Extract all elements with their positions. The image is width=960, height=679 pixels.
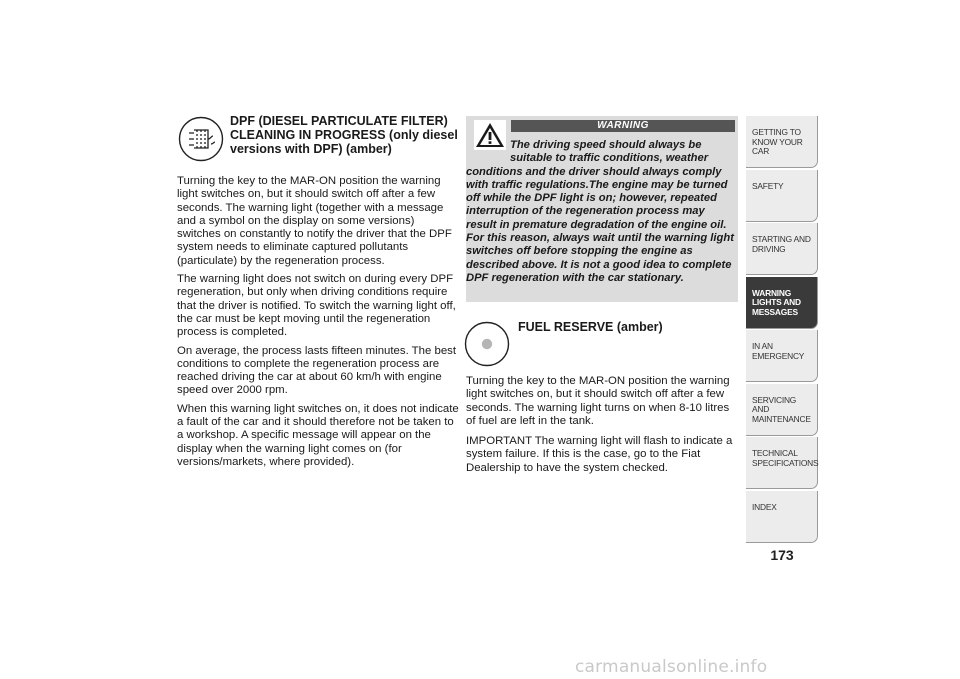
warning-text-rest: conditions and the driver should always comply with traffic regulations.The engine may be turned off while the DPF light is on; however, repeated interruption of the regeneration process may result in premature degradation of the engine oil. For this reason, always wait until the warning light switches off before stopping the engine as described above. It is not a good idea to complete DPF regeneration with the car stationary. (466, 165, 734, 284)
dpf-heading: DPF (DIESEL PARTICULATE FILTER) CLEANING IN PROGRESS (only diesel versions with DPF) (amber) (230, 114, 458, 156)
tab-warning-lights-and-messages[interactable]: WARNING LIGHTS AND MESSAGES (746, 277, 818, 329)
dpf-paragraph: The warning light does not switch on during every DPF regeneration, but only when driving conditions require that the driver is notified. To switch the warning light off, the car must be kept moving until the regeneration process is completed. (177, 273, 456, 339)
dpf-filter-icon (178, 116, 224, 162)
fuel-reserve-icon (464, 321, 510, 367)
watermark: carmanualsonline.info (575, 657, 768, 677)
warning-label: WARNING (511, 120, 735, 132)
tab-in-an-emergency[interactable]: IN AN EMERGENCY (746, 330, 818, 382)
tab-safety[interactable]: SAFETY (746, 170, 818, 222)
dpf-paragraph: On average, the process lasts fifteen minutes. The best conditions to complete the regeneration process are reached driving the car at about 60 km/h with engine speed over 2000 rpm. (177, 344, 457, 397)
warning-text (466, 139, 736, 285)
warning-text-first-line: The driving speed should always be suitable to traffic conditions, weather (510, 139, 709, 165)
dpf-paragraph: Turning the key to the MAR-ON position the warning light switches on, but it should switch off after a few seconds. The warning light (together with a message and a symbol on the display on some versions) switches on constantly to notify the driver that the DPF system needs to eliminate captured pollutants (particulate) by the regeneration process. (177, 175, 452, 267)
tab-technical-specifications[interactable]: TECHNICAL SPECIFICATIONS (746, 437, 818, 489)
tab-getting-to-know-your-car[interactable]: GETTING TO KNOW YOUR CAR (746, 116, 818, 168)
dpf-body (177, 175, 459, 474)
tab-servicing-and-maintenance[interactable]: SERVICING AND MAINTENANCE (746, 384, 818, 436)
fuel-paragraph: Turning the key to the MAR-ON position the warning light switches on, but it should switch off after a few seconds. The warning light turns on when 8-10 litres of fuel are left in the tank. (466, 375, 730, 427)
fuel-heading: FUEL RESERVE (amber) (518, 320, 663, 334)
fuel-body (466, 375, 740, 482)
page-number: 173 (770, 547, 794, 563)
tab-index[interactable]: INDEX (746, 491, 818, 543)
tab-starting-and-driving[interactable]: STARTING AND DRIVING (746, 223, 818, 275)
dpf-paragraph: When this warning light switches on, it does not indicate a fault of the car and it should therefore not be taken to a workshop. A specific message will appear on the display when the warning light comes on (for versions/markets, where provided). (177, 402, 459, 468)
chapter-nav (746, 116, 818, 544)
fuel-paragraph: IMPORTANT The warning light will flash to indicate a system failure. If this is the case, go to the Fiat Dealership to have the system checked. (466, 435, 733, 474)
